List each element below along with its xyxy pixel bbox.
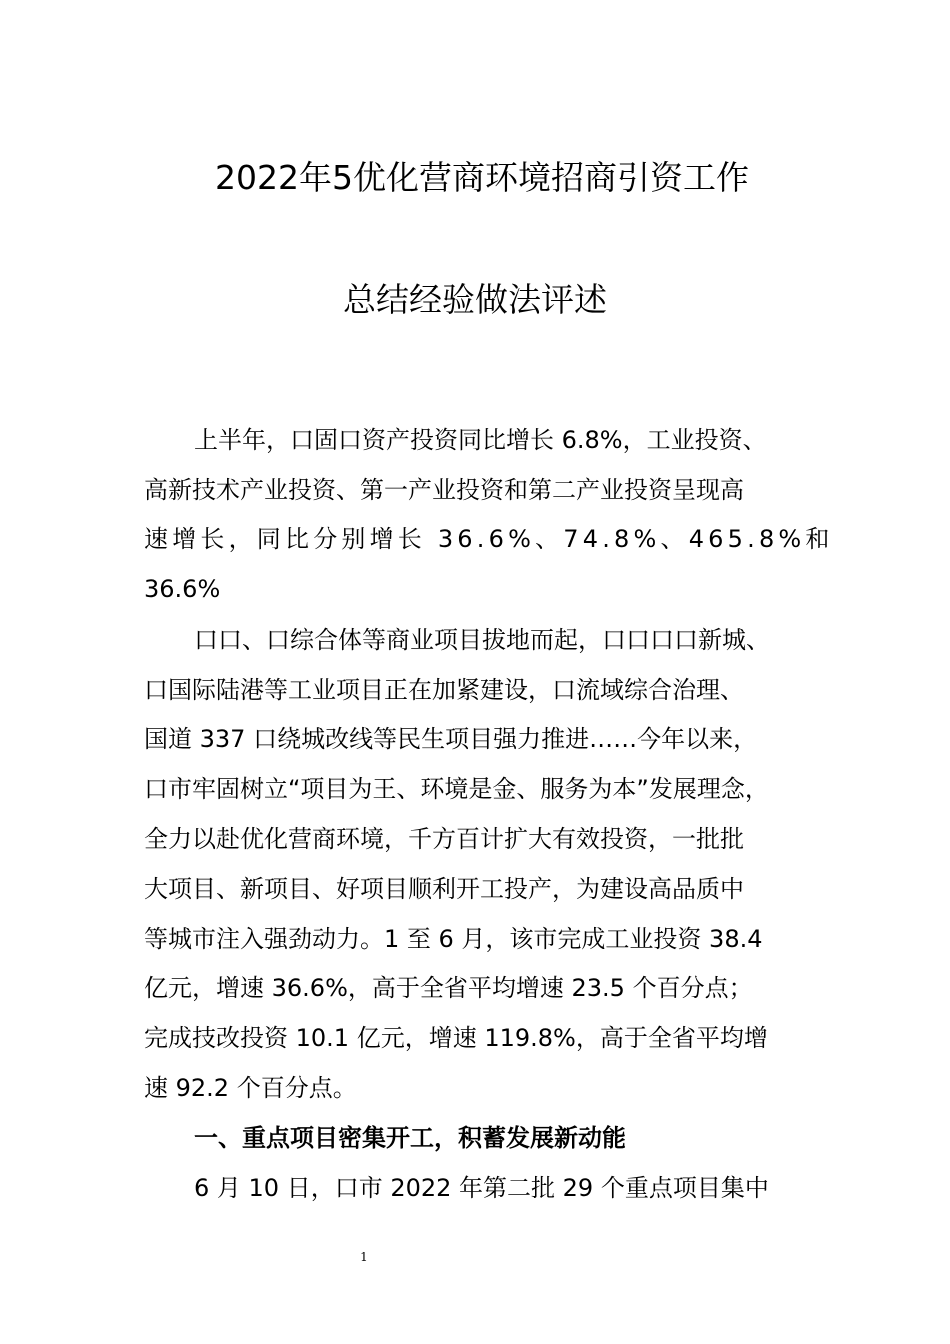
paragraph-2-line-4: 口市牢固树立“项目为王、环境是金、服务为本”发展理念， — [144, 775, 769, 803]
section-heading-1: 一、重点项目密集开工，积蓄发展新动能 — [194, 1124, 626, 1152]
paragraph-2-line-9: 完成技改投资 10.1 亿元，增速 119.8%，高于全省平均增 — [144, 1024, 768, 1052]
paragraph-1-line-4: 36.6% — [144, 575, 221, 603]
paragraph-3-line-1: 6 月 10 日，口市 2022 年第二批 29 个重点项目集中 — [194, 1174, 769, 1202]
paragraph-1-line-3: 速增长，同比分别增长 36.6%、74.8%、465.8%和 — [144, 525, 834, 553]
document-title-line-2: 总结经验做法评述 — [343, 280, 607, 319]
paragraph-1-line-1: 上半年，口固口资产投资同比增长 6.8%，工业投资、 — [194, 426, 767, 454]
paragraph-2-line-3: 国道 337 口绕城改线等民生项目强力推进……今年以来， — [144, 725, 758, 753]
document-title-line-1: 2022年5优化营商环境招商引资工作 — [215, 158, 749, 197]
paragraph-2-line-2: 口国际陆港等工业项目正在加紧建设，口流域综合治理、 — [144, 676, 744, 704]
paragraph-2-line-6: 大项目、新项目、好项目顺利开工投产，为建设高品质中 — [144, 875, 744, 903]
paragraph-2-line-1: 口口、口综合体等商业项目拔地而起，口口口口新城、 — [194, 626, 770, 654]
paragraph-1-line-2: 高新技术产业投资、第一产业投资和第二产业投资呈现高 — [144, 476, 744, 504]
paragraph-2-line-5: 全力以赴优化营商环境，千方百计扩大有效投资，一批批 — [144, 825, 744, 853]
page-number: 1 — [360, 1250, 368, 1264]
paragraph-2-line-7: 等城市注入强劲动力。1 至 6 月，该市完成工业投资 38.4 — [144, 925, 763, 953]
paragraph-2-line-8: 亿元，增速 36.6%，高于全省平均增速 23.5 个百分点； — [144, 974, 753, 1002]
paragraph-2-line-10: 速 92.2 个百分点。 — [144, 1074, 357, 1102]
